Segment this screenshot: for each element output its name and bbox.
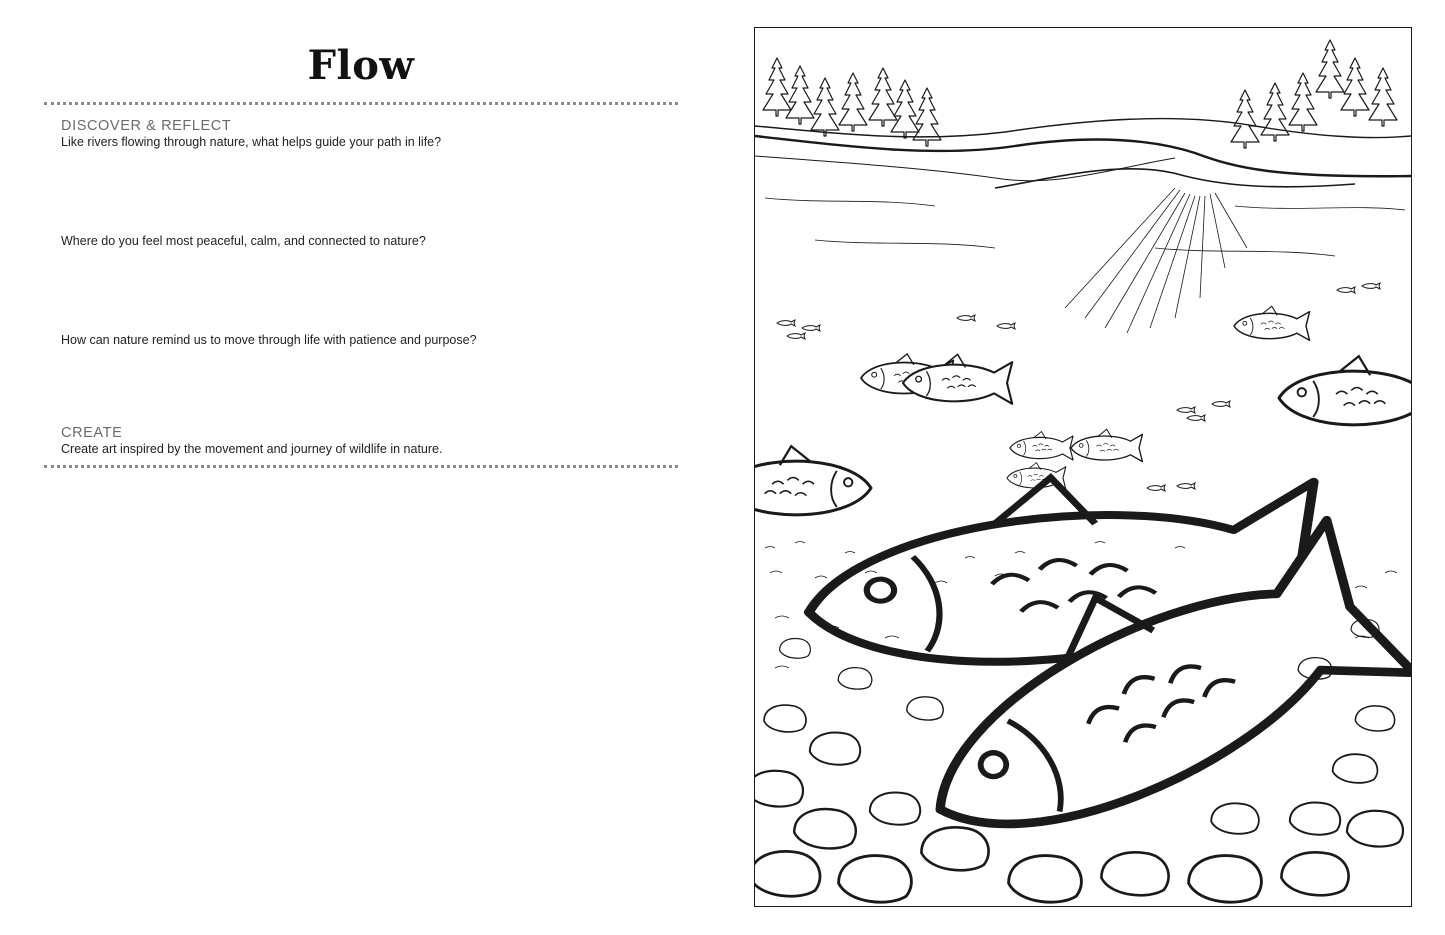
pine-tree-icon: [869, 68, 897, 126]
discover-reflect-heading: DISCOVER & REFLECT: [61, 118, 232, 134]
salmon-icon: [957, 315, 975, 321]
river-rock-icon: [1101, 852, 1168, 895]
salmon-icon: [1279, 356, 1411, 428]
river-rock-icon: [870, 793, 920, 825]
river-rock-icon: [1281, 852, 1348, 895]
salmon-icon: [1147, 485, 1165, 491]
create-prompt: Create art inspired by the movement and journey of wildlife in nature.: [61, 442, 443, 456]
reflect-prompt-2: Where do you feel most peaceful, calm, and connected to nature?: [61, 234, 426, 248]
river-rock-icon: [1009, 856, 1082, 902]
sun-ray-icon: [1065, 188, 1247, 333]
salmon-icon: [903, 354, 1012, 403]
salmon-icon: [802, 325, 820, 331]
salmon-icon: [1234, 306, 1310, 340]
bottom-divider: [44, 465, 678, 468]
river-rock-icon: [839, 856, 912, 902]
page-title: Flow: [307, 42, 415, 89]
river-rock-icon: [810, 733, 860, 765]
salmon-river-drawing: [755, 28, 1411, 906]
salmon-icon: [997, 323, 1015, 329]
pine-tree-icon: [1231, 90, 1259, 148]
pine-tree-icon: [1341, 58, 1369, 116]
river-rock-icon: [838, 668, 872, 689]
river-rock-icon: [1290, 803, 1340, 835]
pine-tree-icon: [839, 73, 867, 131]
river-rock-icon: [1211, 803, 1259, 833]
pine-tree-icon: [763, 58, 791, 116]
river-rock-icon: [1347, 811, 1403, 847]
create-heading: CREATE: [61, 425, 123, 441]
large-salmon: [792, 452, 1411, 886]
river-rock-icon: [755, 852, 820, 897]
river-rock-icon: [764, 705, 806, 732]
pine-tree-icon: [786, 66, 814, 124]
pine-tree-icon: [1261, 83, 1289, 141]
river-rock-icon: [1355, 706, 1394, 731]
river-rock-icon: [907, 697, 943, 720]
river-rock-icon: [921, 827, 988, 870]
river-rock-icon: [755, 771, 803, 807]
salmon-icon: [1177, 407, 1195, 413]
top-divider: [44, 102, 678, 105]
salmon-icon: [787, 333, 805, 339]
pine-tree-icon: [1289, 73, 1317, 131]
left-page: [0, 0, 720, 935]
reflect-prompt-1: Like rivers flowing through nature, what helps guide your path in life?: [61, 135, 442, 149]
river-rock-icon: [794, 809, 856, 848]
reflect-prompt-3: How can nature remind us to move through life with patience and purpose?: [61, 333, 477, 347]
salmon-icon: [1337, 287, 1355, 293]
salmon-icon: [1071, 429, 1142, 461]
treeline: [763, 40, 1397, 148]
salmon-icon: [1212, 401, 1230, 407]
salmon-icon: [1177, 483, 1195, 489]
pine-tree-icon: [1316, 40, 1344, 98]
pine-tree-icon: [811, 78, 839, 136]
pine-tree-icon: [1369, 68, 1397, 126]
river-rock-icon: [780, 639, 811, 659]
water-surface-icon: [755, 119, 1411, 256]
salmon-icon: [1010, 432, 1073, 461]
salmon-icon: [1187, 415, 1205, 421]
river-rock-icon: [1189, 856, 1262, 902]
river-rock-icon: [1333, 754, 1378, 783]
salmon-icon: [777, 320, 795, 326]
coloring-illustration: [754, 27, 1412, 907]
salmon-icon: [755, 446, 871, 518]
pine-tree-icon: [891, 80, 919, 138]
salmon-icon: [1362, 283, 1380, 289]
